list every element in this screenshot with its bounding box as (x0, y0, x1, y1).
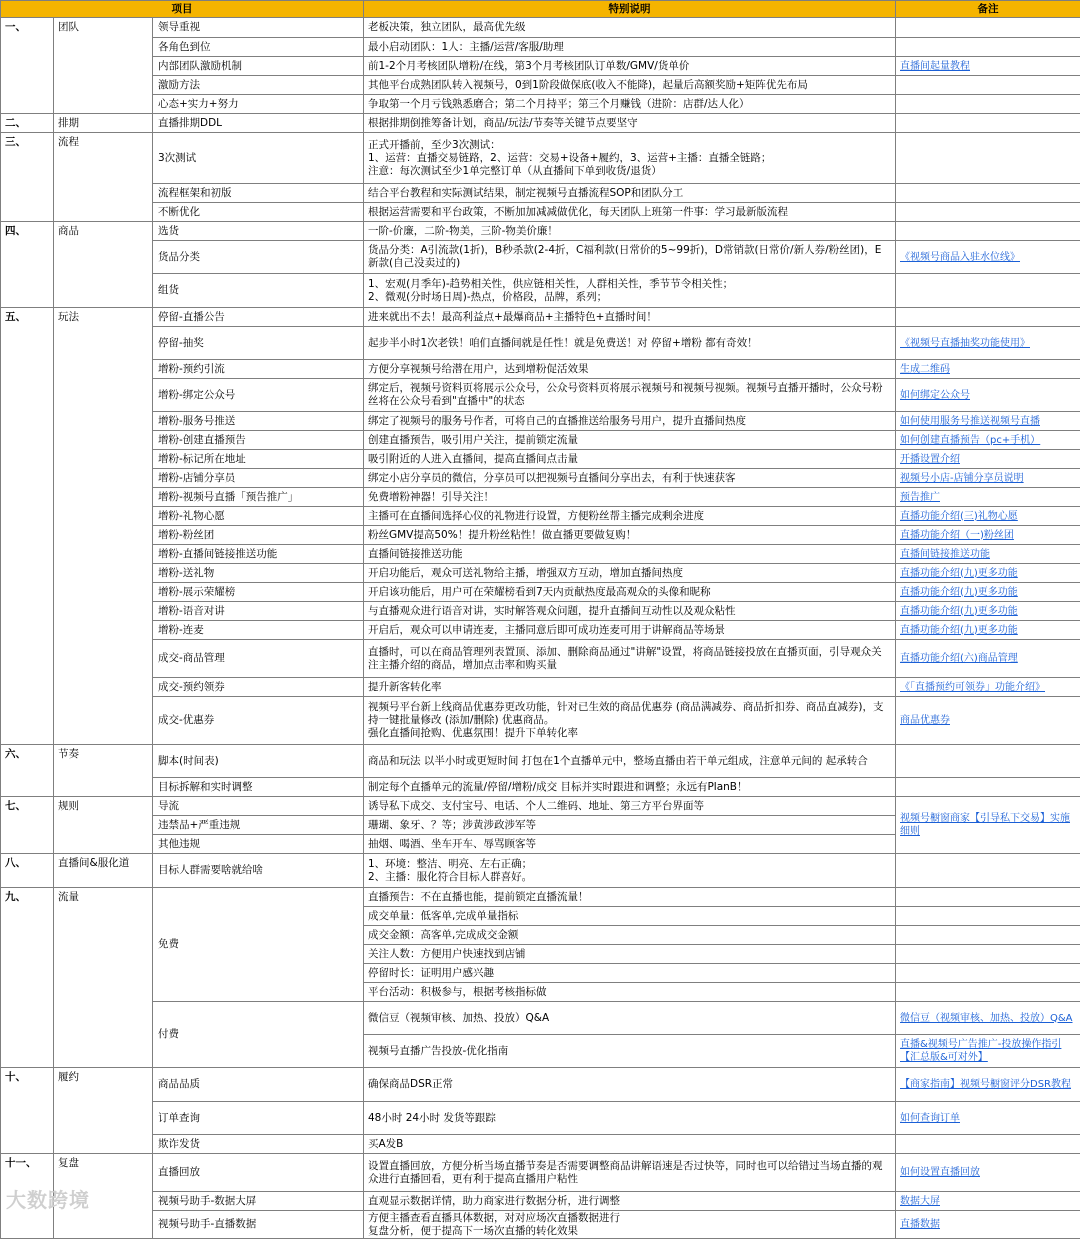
table-row (1, 745, 1080, 778)
item-name: 目标拆解和实时调整 (153, 778, 364, 797)
table-row (1, 1135, 1080, 1154)
remark-link[interactable]: 直播数据 (900, 1219, 940, 1230)
section-category: 排期 (54, 114, 153, 133)
table-row (1, 1211, 1080, 1239)
remark-link[interactable]: 直播功能介绍(六)商品管理 (900, 653, 1018, 664)
remark-link[interactable]: 视频号小店-店铺分享员说明 (900, 473, 1024, 484)
section-index: 十一、 (1, 1154, 54, 1239)
remark-link[interactable]: 《视频号商品入驻水位线》 (900, 252, 1020, 263)
table-row (1, 222, 1080, 241)
table-row (1, 57, 1080, 76)
remark-link[interactable]: 直播功能介绍(九)更多功能 (900, 568, 1018, 579)
table-row (1, 1192, 1080, 1211)
item-name: 不断优化 (153, 203, 364, 222)
table-row (1, 488, 1080, 507)
table-row (1, 1102, 1080, 1135)
description-cell: 老板决策，独立团队，最高优先级 (364, 18, 896, 38)
description-cell: 起步半小时1次老铁！咱们直播间就是任性！就是免费送！对 停留+增粉 都有奇效！ (364, 327, 896, 360)
description-cell: 直播时，可以在商品管理列表置顶、添加、删除商品通过"讲解"设置，将商品链接投放在直播页面，引导观众关注主播介绍的商品，增加点击率和购买量 (364, 640, 896, 678)
remark-cell (896, 745, 1080, 778)
item-name: 免费 (153, 888, 364, 1002)
item-name: 领导重视 (153, 18, 364, 38)
table-row (1, 327, 1080, 360)
table-row (1, 450, 1080, 469)
item-name: 心态+实力+努力 (153, 95, 364, 114)
item-name: 订单查询 (153, 1102, 364, 1135)
description-cell: 抽烟、喝酒、坐车开车、辱骂顾客等 (364, 835, 896, 854)
remark-cell (896, 697, 1080, 745)
table-row (1, 1068, 1080, 1102)
item-name: 3次测试 (153, 133, 364, 184)
table-row (1, 133, 1080, 184)
remark-link[interactable]: 直播间起量教程 (900, 61, 970, 72)
item-name: 脚本(时间表) (153, 745, 364, 778)
section-category: 流量 (54, 888, 153, 1068)
remark-link[interactable]: 视频号橱窗商家【引导私下交易】实施细则 (900, 813, 1070, 837)
item-name: 视频号助手-直播数据 (153, 1211, 364, 1239)
header-remarks: 备注 (896, 1, 1080, 18)
description-cell: 视频号平台新上线商品优惠券更改功能，针对已生效的商品优惠券 (商品满减券、商品折扣券、商品直减券)，支持一键批量修改 (添加/删除) 优惠商品。 强化直播间抢购、优惠氛围！提升下单转化率 (364, 697, 896, 745)
remark-cell (896, 412, 1080, 431)
section-category: 规则 (54, 797, 153, 854)
item-name: 组货 (153, 274, 364, 308)
section-category: 履约 (54, 1068, 153, 1154)
item-name: 选货 (153, 222, 364, 241)
remark-cell (896, 274, 1080, 308)
remark-cell (896, 222, 1080, 241)
description-cell: 进来就出不去！最高利益点+最爆商品+主播特色+直播时间！ (364, 308, 896, 327)
watermark: 大数跨境 (6, 1184, 90, 1213)
remark-cell (896, 797, 1080, 854)
remark-cell (896, 926, 1080, 945)
remark-cell (896, 308, 1080, 327)
item-name: 欺诈发货 (153, 1135, 364, 1154)
remark-cell (896, 133, 1080, 184)
description-cell: 成交金额：高客单,完成成交金额 (364, 926, 896, 945)
remark-link[interactable]: 【商家指南】视频号橱窗评分DSR教程 (900, 1079, 1071, 1090)
section-category: 直播间&服化道 (54, 854, 153, 888)
item-name: 增粉-连麦 (153, 621, 364, 640)
remark-cell (896, 57, 1080, 76)
description-cell: 开启后，观众可以申请连麦，主播同意后即可成功连麦可用于讲解商品等场景 (364, 621, 896, 640)
item-name: 增粉-绑定公众号 (153, 379, 364, 412)
item-name: 付费 (153, 1002, 364, 1068)
table-row (1, 184, 1080, 203)
description-cell: 其他平台成熟团队转入视频号，0到1阶段做保底(收入不能降)，起量后高额奖励+矩阵优先布局 (364, 76, 896, 95)
item-name: 增粉-语音对讲 (153, 602, 364, 621)
table-row (1, 602, 1080, 621)
remark-cell (896, 507, 1080, 526)
table-body (1, 18, 1080, 1239)
remark-link[interactable]: 如何绑定公众号 (900, 390, 970, 401)
table-row (1, 469, 1080, 488)
item-name: 流程框架和初版 (153, 184, 364, 203)
item-name: 增粉-直播间链接推送功能 (153, 545, 364, 564)
remark-cell (896, 1154, 1080, 1192)
item-name: 增粉-预约引流 (153, 360, 364, 379)
item-name: 成交-商品管理 (153, 640, 364, 678)
remark-link[interactable]: 如何查询订单 (900, 1113, 960, 1124)
section-category: 复盘 (54, 1154, 153, 1239)
table-row (1, 274, 1080, 308)
item-name: 增粉-服务号推送 (153, 412, 364, 431)
description-cell: 48小时 24小时 发货等跟踪 (364, 1102, 896, 1135)
section-index: 三、 (1, 133, 54, 222)
section-index: 二、 (1, 114, 54, 133)
remark-link[interactable]: 直播功能介绍(九)更多功能 (900, 606, 1018, 617)
item-name: 其他违规 (153, 835, 364, 854)
remark-link[interactable]: 直播功能介绍(九)更多功能 (900, 587, 1018, 598)
item-name: 增粉-视频号直播「预告推广」 (153, 488, 364, 507)
table-row (1, 308, 1080, 327)
remark-cell (896, 678, 1080, 697)
description-cell: 方便分享视频号给潜在用户，达到增粉促活效果 (364, 360, 896, 379)
remark-cell (896, 888, 1080, 907)
remark-link[interactable]: 直播功能介绍(三)礼物心愿 (900, 511, 1018, 522)
table-row (1, 697, 1080, 745)
item-name: 导流 (153, 797, 364, 816)
remark-link[interactable]: 如何使用服务号推送视频号直播 (900, 416, 1040, 427)
section-index: 十、 (1, 1068, 54, 1154)
header-project: 项目 (1, 1, 364, 18)
remark-cell (896, 1211, 1080, 1239)
table-row (1, 888, 1080, 907)
description-cell: 1、宏观(月季年)-趋势相关性，供应链相关性，人群相关性，季节节令相关性； 2、微观(分时场日周)-热点，价格段，品牌，系列； (364, 274, 896, 308)
remark-cell (896, 564, 1080, 583)
item-name: 增粉-展示荣耀榜 (153, 583, 364, 602)
remark-cell (896, 18, 1080, 38)
remark-cell (896, 621, 1080, 640)
description-cell: 粉丝GMV提高50%！提升粉丝粘性！做直播更要做复购！ (364, 526, 896, 545)
header-row (1, 1, 1080, 18)
remark-link[interactable]: 直播&视频号广告推广-投放操作指引【汇总版&可对外】 (900, 1039, 1061, 1063)
remark-cell (896, 360, 1080, 379)
description-cell: 与直播观众进行语音对讲，实时解答观众问题，提升直播间互动性以及观众粘性 (364, 602, 896, 621)
item-name: 货品分类 (153, 241, 364, 274)
table-row (1, 545, 1080, 564)
description-cell: 提升新客转化率 (364, 678, 896, 697)
remark-link[interactable]: 数据大屏 (900, 1196, 940, 1207)
description-cell: 平台活动：积极参与，根据考核指标做 (364, 983, 896, 1002)
section-index: 八、 (1, 854, 54, 888)
table-row (1, 76, 1080, 95)
item-name: 商品品质 (153, 1068, 364, 1102)
table-row (1, 360, 1080, 379)
section-index: 六、 (1, 745, 54, 797)
item-name: 停留-直播公告 (153, 308, 364, 327)
description-cell: 视频号直播广告投放-优化指南 (364, 1035, 896, 1068)
table-row (1, 621, 1080, 640)
description-cell: 最小启动团队：1人：主播/运营/客服/助理 (364, 38, 896, 57)
description-cell: 绑定小店分享员的微信，分享员可以把视频号直播间分享出去，有利于快速获客 (364, 469, 896, 488)
description-cell: 商品和玩法 以半小时或更短时间 打包在1个直播单元中，整场直播由若干单元组成，注意单元间的 起承转合 (364, 745, 896, 778)
remark-link[interactable]: 预告推广 (900, 492, 940, 503)
description-cell: 结合平台教程和实际测试结果，制定视频号直播流程SOP和团队分工 (364, 184, 896, 203)
description-cell: 直播预告：不在直播也能，提前锁定直播流量！ (364, 888, 896, 907)
remark-cell (896, 854, 1080, 888)
table-row (1, 1154, 1080, 1192)
remark-link[interactable]: 直播间链接推送功能 (900, 549, 990, 560)
table-row (1, 38, 1080, 57)
remark-cell (896, 114, 1080, 133)
remark-cell (896, 602, 1080, 621)
remark-cell (896, 1035, 1080, 1068)
table-row (1, 797, 1080, 816)
item-name: 增粉-礼物心愿 (153, 507, 364, 526)
remark-cell (896, 1002, 1080, 1035)
table-row (1, 526, 1080, 545)
item-name: 增粉-粉丝团 (153, 526, 364, 545)
table-row (1, 95, 1080, 114)
description-cell: 设置直播回放，方便分析当场直播节奏是否需要调整商品讲解语速是否过快等，同时也可以给错过当场直播的观众进行直播回看，更有利于提高直播用户粘性 (364, 1154, 896, 1192)
description-cell: 关注人数：方便用户快速找到店铺 (364, 945, 896, 964)
remark-link[interactable]: 开播设置介绍 (900, 454, 960, 465)
remark-cell (896, 964, 1080, 983)
remark-cell (896, 76, 1080, 95)
description-cell: 根据排期倒推筹备计划，商品/玩法/节奏等关键节点要坚守 (364, 114, 896, 133)
remark-link[interactable]: 直播功能介绍（一)粉丝团 (900, 530, 1014, 541)
remark-link[interactable]: 《「直播预约可领券」功能介绍》 (900, 682, 1045, 693)
description-cell: 正式开播前，至少3次测试： 1、运营：直播交易链路，2、运营：交易+设备+履约，3、运营+主播：直播全链路； 注意：每次测试至少1单完整订单（从直播间下单到收货/退货） (364, 133, 896, 184)
item-name: 内部团队激励机制 (153, 57, 364, 76)
description-cell: 前1-2个月考核团队增粉/在线，第3个月考核团队订单数/GMV/货单价 (364, 57, 896, 76)
remark-link[interactable]: 如何设置直播回放 (900, 1167, 980, 1178)
description-cell: 1、环境：整洁、明亮、左右正确； 2、主播：服化符合目标人群喜好。 (364, 854, 896, 888)
remark-link[interactable]: 生成二维码 (900, 364, 950, 375)
item-name: 违禁品+严重违规 (153, 816, 364, 835)
description-cell: 确保商品DSR正常 (364, 1068, 896, 1102)
remark-cell (896, 327, 1080, 360)
description-cell: 根据运营需要和平台政策，不断加加减减做优化，每天团队上班第一件事：学习最新版流程 (364, 203, 896, 222)
header-special-notes: 特别说明 (364, 1, 896, 18)
description-cell: 争取第一个月亏钱熟悉磨合；第二个月持平；第三个月赚钱（进阶：店群/达人化） (364, 95, 896, 114)
item-name: 目标人群需要啥就给啥 (153, 854, 364, 888)
description-cell: 绑定后，视频号资料页将展示公众号，公众号资料页将展示视频号和视频号视频。视频号直播开播时，公众号粉丝将在公众号看到"直播中"的状态 (364, 379, 896, 412)
table-row (1, 640, 1080, 678)
table-row (1, 507, 1080, 526)
remark-cell (896, 983, 1080, 1002)
item-name: 直播回放 (153, 1154, 364, 1192)
remark-cell (896, 469, 1080, 488)
table-row (1, 18, 1080, 38)
description-cell: 开启功能后，观众可送礼物给主播，增强双方互动，增加直播间热度 (364, 564, 896, 583)
remark-cell (896, 38, 1080, 57)
remark-cell (896, 1192, 1080, 1211)
remark-cell (896, 1135, 1080, 1154)
section-category: 商品 (54, 222, 153, 308)
table-row (1, 564, 1080, 583)
description-cell: 开启该功能后，用户可在荣耀榜看到7天内贡献热度最高观众的头像和昵称 (364, 583, 896, 602)
description-cell: 直观显示数据详情，助力商家进行数据分析，进行调整 (364, 1192, 896, 1211)
description-cell: 货品分类：A引流款(1折)，B秒杀款(2-4折，C福利款(日常价的5~99折)，D常销款(日常价/新人券/粉丝团)，E新款(自己没卖过的) (364, 241, 896, 274)
remark-cell (896, 945, 1080, 964)
description-cell: 绑定了视频号的服务号作者，可将自己的直播推送给服务号用户，提升直播间热度 (364, 412, 896, 431)
description-cell: 方便主播查看直播具体数据，对对应场次直播数据进行 复盘分析，便于提高下一场次直播的转化效果 (364, 1211, 896, 1239)
item-name: 各角色到位 (153, 38, 364, 57)
remark-cell (896, 1068, 1080, 1102)
table-row (1, 379, 1080, 412)
section-category: 节奏 (54, 745, 153, 797)
description-cell: 主播可在直播间选择心仪的礼物进行设置，方便粉丝帮主播完成剩余进度 (364, 507, 896, 526)
description-cell: 买A发B (364, 1135, 896, 1154)
item-name: 停留-抽奖 (153, 327, 364, 360)
remark-cell (896, 907, 1080, 926)
table-row (1, 778, 1080, 797)
remark-cell (896, 379, 1080, 412)
table-row (1, 1002, 1080, 1035)
item-name: 增粉-标记所在地址 (153, 450, 364, 469)
remark-cell (896, 526, 1080, 545)
section-index: 五、 (1, 308, 54, 745)
item-name: 成交-优惠券 (153, 697, 364, 745)
item-name: 增粉-送礼物 (153, 564, 364, 583)
remark-cell (896, 1102, 1080, 1135)
description-cell: 一阶-价廉，二阶-物美，三阶-物美价廉！ (364, 222, 896, 241)
item-name: 视频号助手-数据大屏 (153, 1192, 364, 1211)
remark-link[interactable]: 商品优惠券 (900, 715, 950, 726)
remark-cell (896, 431, 1080, 450)
remark-cell (896, 450, 1080, 469)
remark-cell (896, 778, 1080, 797)
remark-cell (896, 241, 1080, 274)
table-row (1, 412, 1080, 431)
section-index: 一、 (1, 18, 54, 114)
table-row (1, 583, 1080, 602)
description-cell: 制定每个直播单元的流量/停留/增粉/成交 目标并实时跟进和调整；永远有PlanB！ (364, 778, 896, 797)
table-row (1, 678, 1080, 697)
section-index: 七、 (1, 797, 54, 854)
section-category: 玩法 (54, 308, 153, 745)
table-row (1, 431, 1080, 450)
description-cell: 创建直播预告，吸引用户关注，提前锁定流量 (364, 431, 896, 450)
section-index: 四、 (1, 222, 54, 308)
table-row (1, 203, 1080, 222)
item-name: 直播排期DDL (153, 114, 364, 133)
description-cell: 免费增粉神器！引导关注！ (364, 488, 896, 507)
item-name: 激励方法 (153, 76, 364, 95)
remark-link[interactable]: 《视频号直播抽奖功能使用》 (900, 338, 1030, 349)
description-cell: 微信豆（视频审核、加热、投放）Q&A (364, 1002, 896, 1035)
section-category: 流程 (54, 133, 153, 222)
description-cell: 直播间链接推送功能 (364, 545, 896, 564)
description-cell: 吸引附近的人进入直播间，提高直播间点击量 (364, 450, 896, 469)
description-cell: 诱导私下成交、支付宝号、电话、个人二维码、地址、第三方平台界面等 (364, 797, 896, 816)
description-cell: 珊瑚、象牙、？等；涉黄涉政涉军等 (364, 816, 896, 835)
description-cell: 成交单量：低客单,完成单量指标 (364, 907, 896, 926)
remark-cell (896, 95, 1080, 114)
section-index: 九、 (1, 888, 54, 1068)
remark-link[interactable]: 直播功能介绍(九)更多功能 (900, 625, 1018, 636)
remark-cell (896, 184, 1080, 203)
item-name: 增粉-店铺分享员 (153, 469, 364, 488)
remark-link[interactable]: 微信豆（视频审核、加热、投放）Q&A (900, 1013, 1073, 1024)
table-row (1, 241, 1080, 274)
section-category: 团队 (54, 18, 153, 114)
table-row (1, 114, 1080, 133)
remark-cell (896, 640, 1080, 678)
item-name: 增粉-创建直播预告 (153, 431, 364, 450)
remark-cell (896, 583, 1080, 602)
table-row (1, 854, 1080, 888)
item-name: 成交-预约领券 (153, 678, 364, 697)
description-cell: 停留时长：证明用户感兴趣 (364, 964, 896, 983)
remark-cell (896, 203, 1080, 222)
remark-cell (896, 488, 1080, 507)
remark-cell (896, 545, 1080, 564)
remark-link[interactable]: 如何创建直播预告（pc+手机） (900, 435, 1040, 446)
